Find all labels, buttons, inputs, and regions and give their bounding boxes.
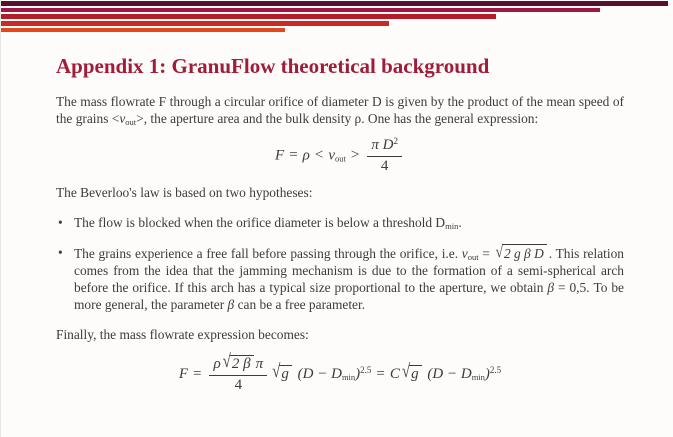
radical-sign: √	[222, 351, 231, 372]
top-bar	[1, 14, 496, 19]
radical-sign: √	[401, 361, 411, 382]
bullet-icon: •	[58, 215, 63, 230]
equals: =	[478, 246, 494, 261]
fraction-denominator: 4	[380, 158, 389, 174]
fraction-numerator	[367, 137, 402, 157]
bullet1-text-2: .	[458, 215, 462, 230]
v-subscript: out	[125, 117, 137, 127]
bullet2-text-2: . This relation comes from the idea that the jamming mechanism is due to the formation of a semi-spherical arch before the orifice. If this arch has a typical size proportional to the aperture, we obtain	[74, 246, 624, 295]
formula-term: F	[275, 147, 285, 164]
fraction-denominator: 4	[234, 377, 243, 393]
formula-term: =	[376, 365, 385, 382]
radical-sign: √	[272, 361, 281, 382]
top-bar	[1, 8, 600, 13]
finally-line: Finally, the mass flowrate expression becomes:	[56, 327, 309, 342]
formula-term: C	[389, 365, 400, 382]
document-content	[56, 54, 624, 403]
bullet-icon: •	[58, 245, 63, 260]
square-root	[496, 244, 547, 262]
radicand: g	[409, 365, 422, 383]
radicand: 2 g β D	[502, 244, 547, 262]
beta-symbol: β	[227, 297, 235, 312]
fraction	[367, 137, 402, 175]
v-symbol: v	[461, 246, 468, 261]
intro-text-1: The mass flowrate F through a circular orifice of diameter D is given by the product of the mean speed of the grains <	[56, 94, 624, 126]
min-subscript: min	[471, 371, 485, 382]
formula-final-flowrate	[56, 351, 624, 394]
bullet1-text-1: The flow is blocked when the orifice diameter is below a threshold D	[74, 215, 446, 230]
bullet2-text-1: The grains experience a free fall before passing through the orifice, i.e.	[74, 246, 462, 261]
top-bar	[1, 21, 389, 26]
formula-term: =	[193, 365, 202, 382]
formula-mass-flowrate	[56, 137, 624, 175]
formula-term: >	[350, 147, 360, 164]
formula-exponent: 2.5	[489, 364, 502, 375]
formula-term: (D − D	[297, 365, 342, 382]
list-item	[56, 214, 624, 231]
square-root	[401, 361, 422, 383]
formula-term: ρ	[213, 356, 221, 372]
formula-term: ρ	[302, 147, 310, 164]
min-subscript: min	[341, 371, 356, 382]
formula-subscript: out	[335, 153, 346, 164]
bullet2-text-4: can be a free parameter.	[234, 297, 366, 312]
formula-term: π D	[371, 137, 394, 153]
top-bar	[1, 28, 285, 33]
dmin-subscript: min	[445, 221, 459, 231]
list-item	[56, 244, 624, 313]
top-bar	[1, 1, 668, 6]
beverloo-line: The Beverloo's law is based on two hypotheses:	[56, 185, 313, 200]
beta-symbol: β	[547, 280, 555, 295]
formula-term: v	[328, 147, 336, 164]
formula-term: )	[484, 365, 490, 382]
formula-term: (D − D	[427, 365, 472, 382]
v-subscript: out	[467, 252, 479, 262]
square-root	[222, 351, 254, 373]
fraction-numerator	[209, 351, 267, 376]
formula-exponent: 2.5	[360, 364, 372, 375]
formula-term: <	[314, 147, 324, 164]
radical-sign: √	[495, 242, 503, 261]
fraction	[209, 351, 267, 394]
intro-paragraph	[56, 93, 624, 127]
formula-exponent: 2	[393, 136, 398, 146]
header-decoration-bars	[1, 1, 673, 34]
formula-term: π	[255, 356, 264, 372]
radicand: g	[279, 365, 292, 383]
formula-term: )	[355, 365, 361, 382]
formula-term: F	[178, 365, 188, 382]
bullet2-text-3: = 0,5. To be more general, the parameter	[74, 280, 624, 312]
hypotheses-list	[56, 214, 624, 313]
page-title: Appendix 1: GranuFlow theoretical background	[56, 54, 490, 78]
formula-term: =	[289, 147, 298, 164]
v-symbol: v	[119, 111, 126, 126]
square-root	[272, 361, 292, 383]
radicand: 2 β	[230, 355, 254, 373]
intro-text-2: >, the aperture area and the bulk density ρ. One has the general expression:	[136, 111, 539, 126]
